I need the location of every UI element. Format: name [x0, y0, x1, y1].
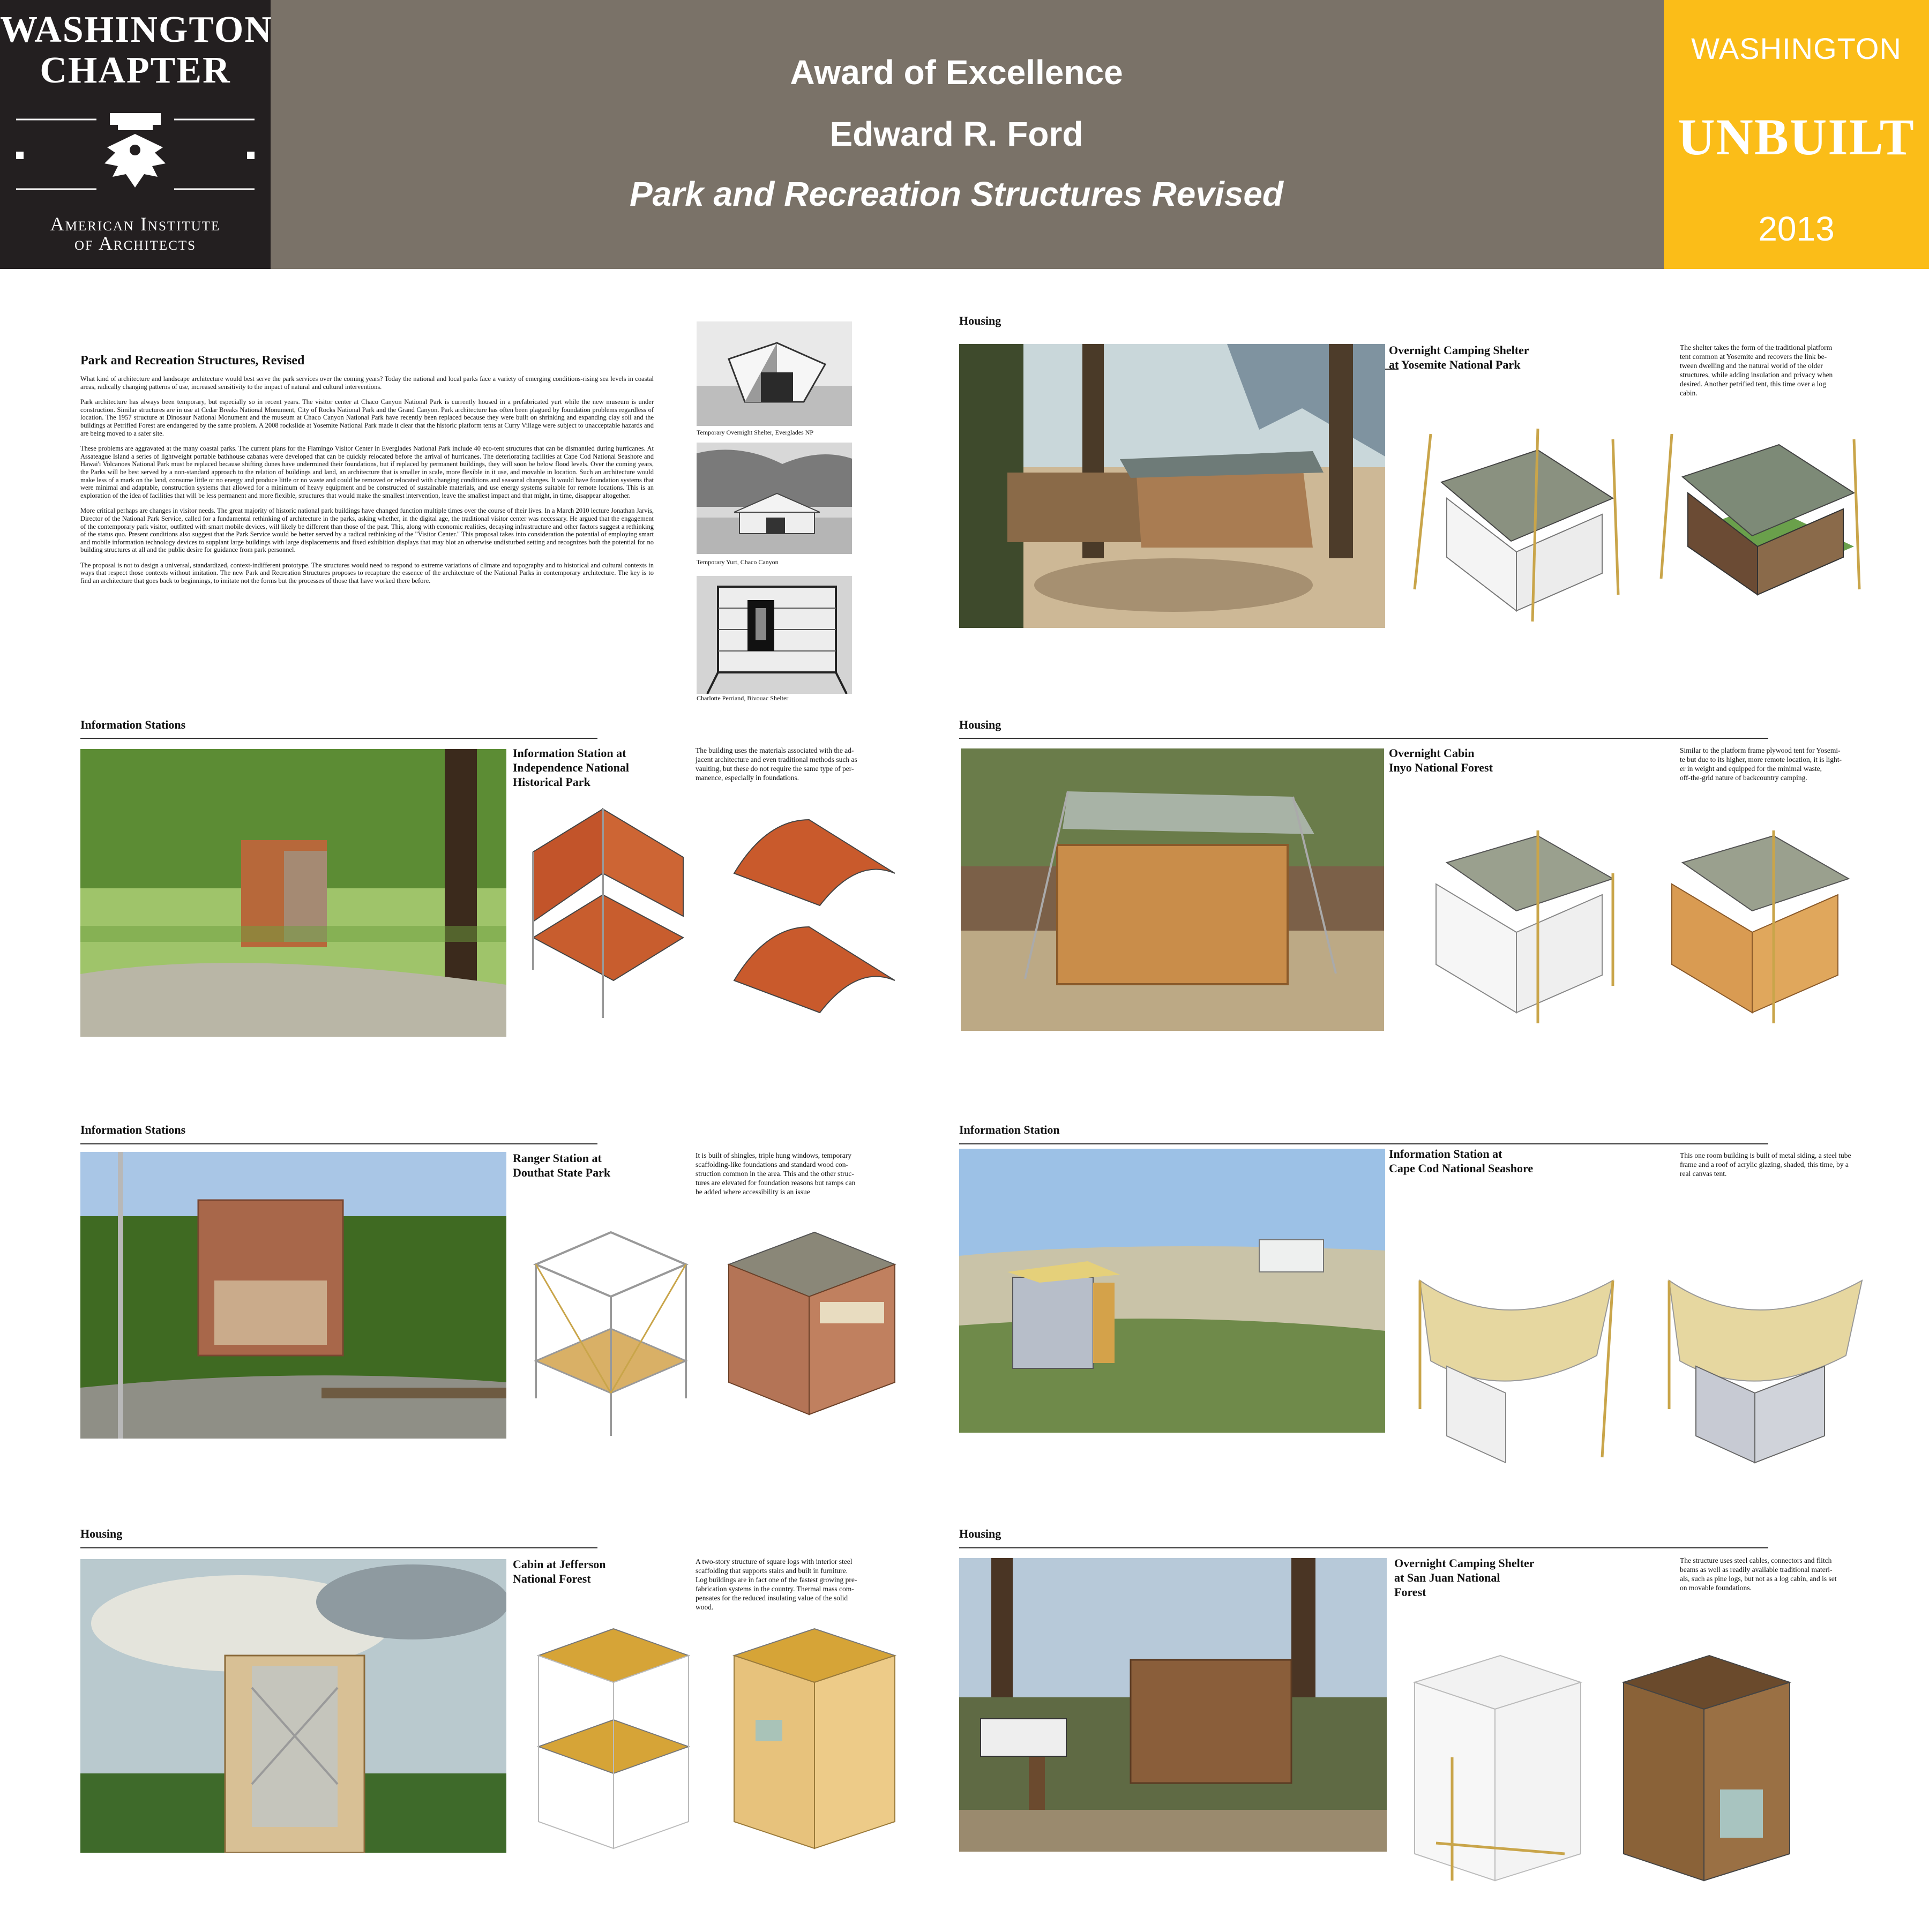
axon-finished-drawing: [723, 1623, 906, 1859]
photo-independence-station: [80, 749, 506, 1037]
caption-chaco: Temporary Yurt, Chaco Canyon: [697, 558, 779, 566]
section-title: Housing: [959, 718, 1001, 731]
project-description: A two-story structure of square logs with interior steel scaffolding that supports stairs and built in furniture. Log buildings are in fact one of the fastest growing pre- fabrication systems in the country. Thermal mass com- pensates for the reduced insulating value of the solid wood.: [696, 1557, 857, 1611]
section-title: Information Station: [959, 1123, 1060, 1136]
intro-body: [80, 375, 654, 593]
project-title: Cabin at Jefferson National Forest: [513, 1557, 606, 1585]
photo-cape-cod-station: [959, 1149, 1385, 1433]
photo-douthat-ranger-station: [80, 1152, 506, 1439]
project-description: This one room building is built of metal siding, a steel tube frame and a roof of acrylic glazing, shaded, this time, by a real canvas tent.: [1680, 1151, 1851, 1178]
section-rule: [959, 738, 1768, 739]
axon-canopy-drawing: [1399, 1248, 1624, 1473]
section-rule: [80, 1143, 597, 1144]
axon-frame-drawing: [1399, 418, 1624, 632]
axon-frame-drawing: [528, 1623, 699, 1859]
photo-chaco-yurt: [697, 443, 852, 554]
project-title: Information Station at Cape Cod National Seashore: [1389, 1147, 1534, 1175]
intro-paragraph: More critical perhaps are changes in visitor needs. The great majority of historic national park buildings have changed function multiple times over the course of their lives. In a March 2010 lecture Jonathan Jarvis, Director of the National Park Service, called for a fundamental rethinking of architecture in the parks, asking whether, in the digital age, the traditional visitor center was necessary. He argued that the engagement of the contemporary park visitor, outfitted with smart mobile devices, will likely be different than those of the past. This, along with economic realities, decaying infrastructure and other factors suggest a rethinking of the status quo. Present conditions also suggest that the Park Service would be better served by a radical rethinking of the "Visitor Center." This proposal takes into consideration the potential of employing smart and mobile information technology devices to supplant large buildings with large displacements and fixed exhibition displays that may blot an otherwise undisturbed setting and recognizes both the potential for no building structures at all and the public desire for guidance from park personnel.: [80, 507, 654, 554]
photo-perriand-bivouac: [697, 576, 852, 694]
axon-finished-drawing: [1634, 820, 1859, 1029]
intro-paragraph: Park architecture has always been temporary, but especially so in recent years. The visitor center at Chaco Canyon National Park is currently housed in a prefabricated yurt while the new museum is under construction. Similar structures are in use at Cedar Breaks National Monument, City of Rocks National Park and the Grand Canyon. Park architecture has often been plagued by foundation problems regardless of location. The 1957 structure at Dinosaur National Monument and the museum at Chaco Canyon National Park have recently been replaced because they were built on shrinking and expanding clay soil and the buildings at Petrified Forest are endangered by the same problem. A 2008 rockslide at Yosemite National Park made it clear that the historic platform tents at Curry Village were subject to unacceptable hazards and are being moved to a safer site.: [80, 398, 654, 437]
institute-line-1: American Institute: [50, 213, 221, 235]
project-description: The shelter takes the form of the traditional platform tent common at Yosemite and recovers the link be- tween dwelling and the natural world of the older structures, while adding insulation and privacy when desired. Another petrified tent, this time over a log cabin.: [1680, 343, 1833, 397]
project-title: Overnight Camping Shelter at San Juan National Forest: [1394, 1556, 1535, 1599]
award-title: Award of Excellence: [790, 53, 1123, 92]
intro-paragraph: The proposal is not to design a universal, standardized, context-indifferent prototype. The structures would need to respond to extreme variations of climate and topography and to historical and cultural contexts in ways that respect those contexts without imitation. The new Park and Recreation Structures proposes to recapture the essence of the architecture of the National Parks in contemporary architecture. The key is to find an architecture that goes back to beginnings, to imitate not the forms but the processes of those that have worked there before.: [80, 561, 654, 585]
intro-paragraph: What kind of architecture and landscape architecture would best serve the park services over the coming years? Today the national and local parks face a variety of emerging conditions-rising sea levels in coastal areas, radically changing patterns of use, increased sensitivity to the impact of natural and cultural interventions.: [80, 375, 654, 391]
photo-yosemite-shelter: [959, 344, 1385, 628]
axon-finished-drawing: [1613, 1650, 1795, 1891]
badge-word: UNBUILT: [1678, 108, 1915, 166]
section-rule: [80, 738, 597, 739]
project-description: The structure uses steel cables, connectors and flitch beams as well as readily available traditional materi- als, such as pine logs, but not as a log cabin, and is set on movable foundations.: [1680, 1556, 1837, 1592]
section-rule: [959, 1143, 1768, 1144]
section-rule: [80, 1547, 597, 1548]
institute-line-2: of Architects: [74, 233, 197, 254]
project-title: Ranger Station at Douthat State Park: [513, 1151, 611, 1179]
axon-frame-drawing: [525, 1222, 702, 1441]
section-title: Information Stations: [80, 718, 186, 731]
chapter-line-2: CHAPTER: [40, 50, 231, 91]
axon-frame-drawing: [1404, 1650, 1586, 1891]
photo-inyo-cabin: [961, 748, 1384, 1031]
caption-everglades: Temporary Overnight Shelter, Everglades NP: [697, 429, 814, 436]
axon-finished-drawing: [718, 1222, 906, 1441]
unbuilt-badge: [1664, 0, 1929, 269]
photo-everglades-shelter: [697, 321, 852, 426]
project-title: Overnight Camping Shelter at Yosemite National Park: [1389, 343, 1529, 371]
project-title: Park and Recreation Structures Revised: [629, 175, 1284, 213]
caption-perriand: Charlotte Perriand, Bivouac Shelter: [697, 694, 789, 702]
section-title: Housing: [959, 314, 1001, 327]
axon-finished-drawing: [1640, 418, 1865, 632]
axon-canopy-finished-drawing: [1648, 1248, 1873, 1473]
aia-eagle-icon: [11, 110, 260, 196]
section-title: Housing: [80, 1527, 123, 1540]
section-title: Housing: [959, 1527, 1001, 1540]
axon-frame-drawing: [1399, 820, 1624, 1029]
architect-name: Edward R. Ford: [829, 115, 1083, 153]
axon-vault-drawing: [522, 798, 699, 1029]
project-description: Similar to the platform frame plywood tent for Yosemi- te but due to its higher, more remote location, it is light- er in weight and equipped for the minimal waste, off-the-grid nature of backcountry camping.: [1680, 746, 1842, 782]
section-title: Information Stations: [80, 1123, 186, 1136]
photo-jefferson-cabin: [80, 1559, 506, 1853]
badge-state: WASHINGTON: [1691, 32, 1902, 65]
photo-san-juan-shelter: [959, 1558, 1387, 1852]
axon-roof-drawing: [723, 798, 906, 1018]
section-rule: [959, 1547, 1768, 1548]
project-description: The building uses the materials associated with the ad- jacent architecture and even traditional methods such as vaulting, but these do not require the same type of per- manence, especially in foundations.: [696, 746, 857, 782]
intro-title: Park and Recreation Structures, Revised: [80, 354, 305, 368]
project-title: Overnight Cabin Inyo National Forest: [1389, 746, 1493, 774]
aia-logo-block: [0, 0, 271, 269]
badge-year: 2013: [1758, 209, 1835, 248]
project-description: It is built of shingles, triple hung windows, temporary scaffolding-like foundations and standard wood con- struction common in the area. This and the other struc- tures are elevated for foundation reasons but ramps can be added where accessibility is an issue: [696, 1151, 856, 1196]
chapter-line-1: WASHINGTON: [0, 9, 273, 50]
project-title: Information Station at Independence National Historical Park: [513, 746, 629, 789]
intro-paragraph: These problems are aggravated at the many coastal parks. The current plans for the Flamingo Visitor Center in Everglades National Park include 40 eco-tent structures that can be dismantled during hurricanes. At Assateague Island a series of lightweight portable bathhouse cabanas were developed that can be quickly relocated before the arrival of hurricanes. The deteriorating facilities at Cape Cod National Seashore and Hawai'i Volcanoes National Park must be replaced because shifting dunes have undermined their foundations, but if replaced by permanent buildings, they will soon be below flood levels. Over the coming years, the Parks will be best served by a non-standard approach to the relation of buildings and land, an architecture that is smaller in scale, more flexible in it use, and movable in location. Such an architecture would make less of a mark on the land, consume little or no energy and produce little or no waste and could be removed or relocated with changing conditions and seasonal changes. It would have foundation systems that were minimal and adaptable, construction systems that allowed for a minimum of heavy equipment and be constructed of sustainable materials, and use energy systems suitable for remote locations. This is an exploration of the idea of facilities that will be less permanent and more flexible, structures that would make the smallest intervention, leave the smallest impact and that might, in time, disappear altogether.: [80, 445, 654, 499]
